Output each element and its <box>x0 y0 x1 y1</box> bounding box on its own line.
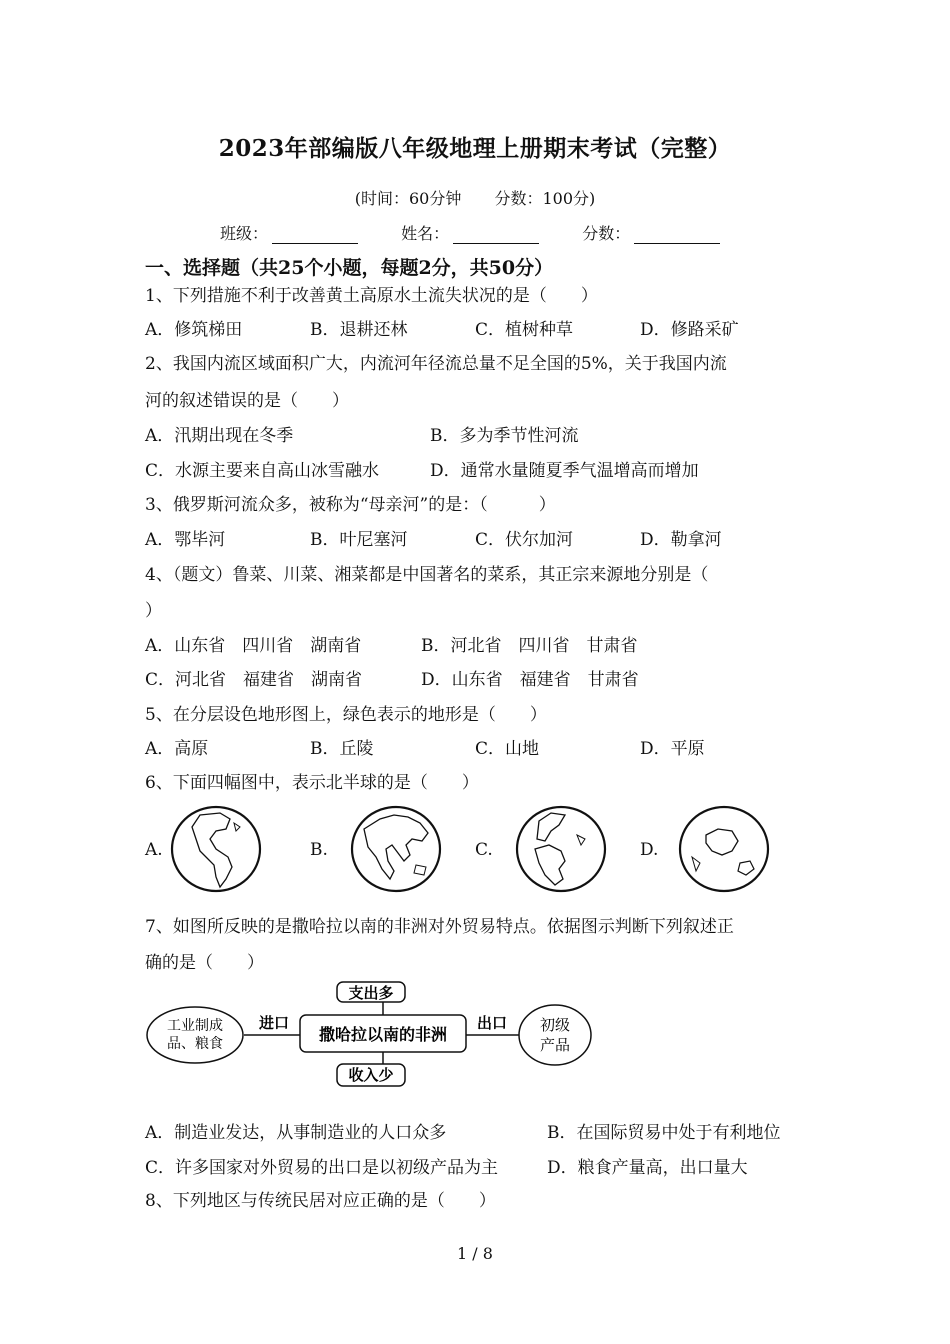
q6-option-c: C. <box>475 840 493 860</box>
q6-option-d: D. <box>640 840 659 860</box>
top-label: 支出多 <box>348 984 394 1002</box>
q2-option-c: C．水源主要来自高山冰雪融水 <box>145 461 380 481</box>
exam-meta <box>0 186 950 209</box>
question-2-cont: 河的叙述错误的是（ ） <box>145 391 349 411</box>
q5-option-a: A．高原 <box>145 739 209 759</box>
bottom-label: 收入少 <box>348 1066 394 1084</box>
right-ellipse-line1: 初级 <box>539 1016 571 1034</box>
q4-option-c: C．河北省 福建省 湖南省 <box>145 670 363 690</box>
student-fields <box>220 221 758 244</box>
question-3: 3、俄罗斯河流众多，被称为“母亲河”的是：（ ） <box>145 495 556 515</box>
page-title: 2023年部编版八年级地理上册期末考试（完整） <box>218 135 732 162</box>
class-blank[interactable] <box>272 227 358 244</box>
name-blank[interactable] <box>453 227 539 244</box>
question-7: 7、如图所反映的是撒哈拉以南的非洲对外贸易特点。依据图示判断下列叙述正 <box>145 917 734 937</box>
q7-option-a: A．制造业发达，从事制造业的人口众多 <box>145 1123 447 1143</box>
q6-option-b: B. <box>310 840 328 860</box>
score-field[interactable] <box>582 221 720 244</box>
q4-option-b: B．河北省 四川省 甘肃省 <box>421 636 638 656</box>
globe-c-image <box>515 805 607 893</box>
trade-diagram <box>145 980 605 1095</box>
question-2: 2、我国内流区域面积广大，内流河年径流总量不足全国的5%，关于我国内流 <box>145 354 727 374</box>
q3-option-a: A．鄂毕河 <box>145 530 226 550</box>
center-label: 撒哈拉以南的非洲 <box>318 1025 448 1044</box>
q2-option-d: D．通常水量随夏季气温增高而增加 <box>430 461 699 481</box>
q1-option-c: C．植树种草 <box>475 320 574 340</box>
class-label: 班级： <box>220 224 269 243</box>
right-ellipse <box>519 1005 591 1065</box>
score-label: 分数： <box>582 224 631 243</box>
class-field[interactable] <box>220 221 358 244</box>
q7-option-b: B．在国际贸易中处于有利地位 <box>547 1123 781 1143</box>
question-5: 5、在分层设色地形图上，绿色表示的地形是（ ） <box>145 705 547 725</box>
import-label: 进口 <box>258 1014 290 1032</box>
q5-option-b: B．丘陵 <box>310 739 374 759</box>
export-label: 出口 <box>476 1014 508 1032</box>
q3-option-c: C．伏尔加河 <box>475 530 574 550</box>
left-ellipse-line1: 工业制成 <box>167 1018 223 1034</box>
q1-option-b: B．退耕还林 <box>310 320 408 340</box>
left-ellipse-line2: 品、粮食 <box>167 1036 223 1052</box>
left-ellipse <box>147 1007 243 1063</box>
name-field[interactable] <box>401 221 539 244</box>
globe-d-image <box>678 805 770 893</box>
q3-option-d: D．勒拿河 <box>640 530 722 550</box>
q1-option-d: D．修路采矿 <box>640 320 739 340</box>
section-heading: 一、选择题（共25个小题，每题2分，共50分） <box>145 257 554 279</box>
question-6: 6、下面四幅图中，表示北半球的是（ ） <box>145 773 479 793</box>
globe-b-image <box>350 805 442 893</box>
q2-option-a: A．汛期出现在冬季 <box>145 426 294 446</box>
question-4-cont: ） <box>145 601 162 621</box>
q6-option-a: A. <box>145 840 163 860</box>
q7-option-c: C．许多国家对外贸易的出口是以初级产品为主 <box>145 1158 499 1178</box>
question-4: 4、（题文）鲁菜、川菜、湘菜都是中国著名的菜系，其正宗来源地分别是（ <box>145 565 709 585</box>
q1-option-a: A．修筑梯田 <box>145 320 243 340</box>
question-8: 8、下列地区与传统民居对应正确的是（ ） <box>145 1191 496 1211</box>
question-7-cont: 确的是（ ） <box>145 953 264 973</box>
q7-option-d: D．粮食产量高，出口量大 <box>547 1158 748 1178</box>
exam-score: 分数：100分) <box>494 189 596 208</box>
score-blank[interactable] <box>634 227 720 244</box>
q5-option-d: D．平原 <box>640 739 705 759</box>
question-1: 1、下列措施不利于改善黄土高原水土流失状况的是（ ） <box>145 286 598 306</box>
q5-option-c: C．山地 <box>475 739 540 759</box>
right-ellipse-line2: 产品 <box>539 1036 571 1054</box>
q2-option-b: B．多为季节性河流 <box>430 426 579 446</box>
globe-a-image <box>170 805 262 893</box>
q4-option-a: A．山东省 四川省 湖南省 <box>145 636 362 656</box>
name-label: 姓名： <box>401 224 450 243</box>
q4-option-d: D．山东省 福建省 甘肃省 <box>421 670 639 690</box>
exam-time: (时间：60分钟 <box>354 189 462 208</box>
q3-option-b: B．叶尼塞河 <box>310 530 408 550</box>
page-number: 1 / 8 <box>457 1244 493 1263</box>
